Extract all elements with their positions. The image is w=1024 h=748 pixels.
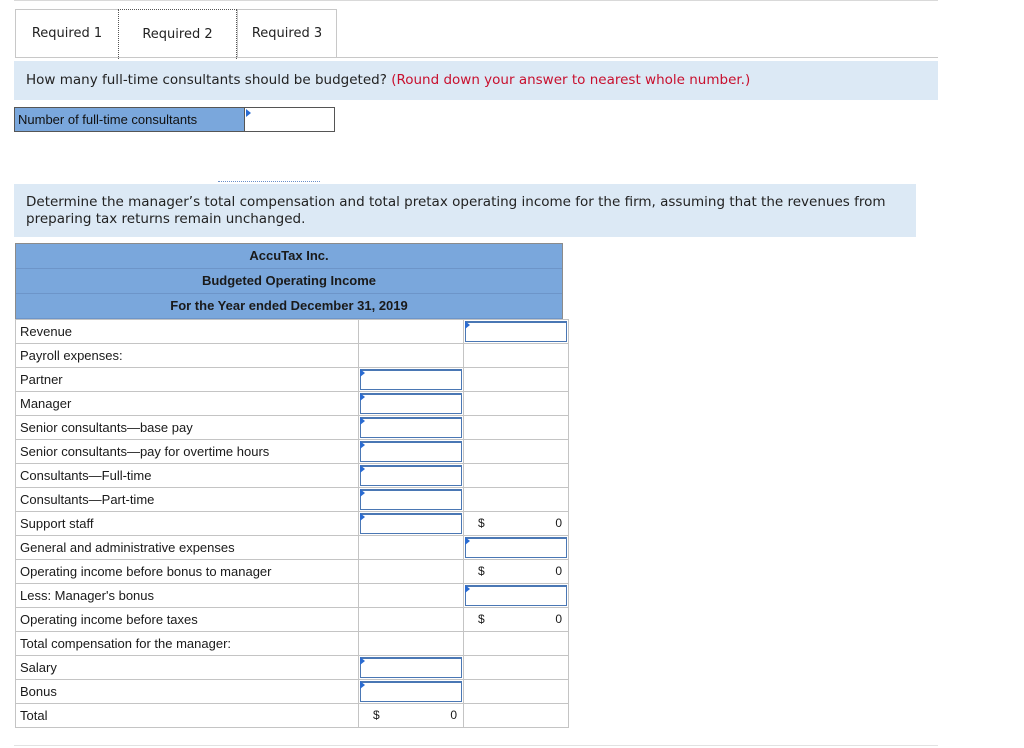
cell bbox=[464, 488, 569, 512]
cell bbox=[359, 632, 464, 656]
row-label: Senior consultants—base pay bbox=[16, 416, 359, 440]
row-label: Manager bbox=[16, 392, 359, 416]
row-label: Total bbox=[16, 704, 359, 728]
row-label: Senior consultants—pay for overtime hours bbox=[16, 440, 359, 464]
question-1-banner bbox=[14, 61, 938, 100]
tab-required-1[interactable]: Required 1 bbox=[15, 9, 118, 58]
table-row bbox=[16, 704, 569, 728]
table-row bbox=[16, 320, 569, 344]
input-flag-icon bbox=[246, 109, 251, 117]
table-row bbox=[16, 512, 569, 536]
table-row bbox=[16, 392, 569, 416]
tab-required-2[interactable]: Required 2 bbox=[118, 9, 237, 59]
question-2-text: Determine the manager’s total compensation and total pretax operating income for the firm, assuming that the revenues from preparing tax returns remain unchanged. bbox=[26, 194, 886, 227]
row-label: Bonus bbox=[16, 680, 359, 704]
row-label: Salary bbox=[16, 656, 359, 680]
manager-input[interactable] bbox=[359, 392, 464, 416]
currency-symbol: $ bbox=[373, 708, 380, 722]
question-2-banner bbox=[14, 184, 916, 237]
input-flag-icon bbox=[360, 369, 365, 377]
table-row bbox=[16, 440, 569, 464]
cell bbox=[464, 368, 569, 392]
cell bbox=[359, 584, 464, 608]
consultants-field-label: Number of full-time consultants bbox=[14, 107, 245, 132]
cell bbox=[359, 344, 464, 368]
computed-value: 0 bbox=[555, 516, 562, 530]
cell bbox=[359, 536, 464, 560]
input-flag-icon bbox=[360, 417, 365, 425]
top-divider bbox=[14, 0, 938, 1]
table-row bbox=[16, 488, 569, 512]
revenue-input[interactable] bbox=[464, 320, 569, 344]
senior-overtime-input[interactable] bbox=[359, 440, 464, 464]
computed-value: 0 bbox=[450, 708, 457, 722]
statement-grid bbox=[15, 319, 569, 728]
statement-header bbox=[15, 243, 563, 319]
bonus-input[interactable] bbox=[359, 680, 464, 704]
computed-value: 0 bbox=[555, 564, 562, 578]
input-flag-icon bbox=[465, 585, 470, 593]
table-row bbox=[16, 680, 569, 704]
input-flag-icon bbox=[360, 465, 365, 473]
tabs-underline bbox=[15, 57, 938, 58]
row-label: Payroll expenses: bbox=[16, 344, 359, 368]
statement-period: For the Year ended December 31, 2019 bbox=[16, 294, 562, 319]
row-label: Revenue bbox=[16, 320, 359, 344]
row-label: Support staff bbox=[16, 512, 359, 536]
input-flag-icon bbox=[360, 441, 365, 449]
senior-base-pay-input[interactable] bbox=[359, 416, 464, 440]
cell bbox=[464, 440, 569, 464]
table-row bbox=[16, 464, 569, 488]
total-compensation bbox=[359, 704, 464, 728]
input-flag-icon bbox=[360, 489, 365, 497]
cell bbox=[464, 416, 569, 440]
general-admin-input[interactable] bbox=[464, 536, 569, 560]
cell bbox=[464, 464, 569, 488]
currency-symbol: $ bbox=[478, 612, 485, 626]
manager-bonus-input[interactable] bbox=[464, 584, 569, 608]
partner-input[interactable] bbox=[359, 368, 464, 392]
input-flag-icon bbox=[360, 393, 365, 401]
table-row bbox=[16, 656, 569, 680]
input-flag-icon bbox=[360, 513, 365, 521]
row-label: Operating income before bonus to manager bbox=[16, 560, 359, 584]
row-label: Operating income before taxes bbox=[16, 608, 359, 632]
currency-symbol: $ bbox=[478, 564, 485, 578]
question-1-text: How many full-time consultants should be budgeted? bbox=[26, 72, 387, 88]
support-staff-total bbox=[464, 512, 569, 536]
row-label: Consultants—Full-time bbox=[16, 464, 359, 488]
cell bbox=[359, 608, 464, 632]
consultants-full-time-input[interactable] bbox=[359, 464, 464, 488]
consultants-part-time-input[interactable] bbox=[359, 488, 464, 512]
support-staff-input[interactable] bbox=[359, 512, 464, 536]
cell bbox=[359, 320, 464, 344]
table-row bbox=[16, 632, 569, 656]
table-row bbox=[16, 608, 569, 632]
table-row bbox=[16, 416, 569, 440]
row-label: General and administrative expenses bbox=[16, 536, 359, 560]
row-label: Consultants—Part-time bbox=[16, 488, 359, 512]
question-1-note: (Round down your answer to nearest whole number.) bbox=[391, 72, 751, 88]
table-row bbox=[16, 584, 569, 608]
requirement-tabs bbox=[15, 9, 337, 58]
budgeted-operating-income-statement bbox=[15, 243, 563, 728]
statement-title: Budgeted Operating Income bbox=[16, 269, 562, 294]
table-row bbox=[16, 344, 569, 368]
row-label: Partner bbox=[16, 368, 359, 392]
input-flag-icon bbox=[360, 681, 365, 689]
bottom-divider bbox=[14, 745, 938, 746]
cell bbox=[464, 680, 569, 704]
section-separator bbox=[218, 181, 320, 182]
cell bbox=[359, 560, 464, 584]
cell bbox=[464, 632, 569, 656]
table-row bbox=[16, 560, 569, 584]
input-flag-icon bbox=[465, 537, 470, 545]
cell bbox=[464, 704, 569, 728]
row-label: Less: Manager's bonus bbox=[16, 584, 359, 608]
tab-required-3[interactable]: Required 3 bbox=[237, 9, 337, 58]
cell bbox=[464, 656, 569, 680]
currency-symbol: $ bbox=[478, 516, 485, 530]
salary-input[interactable] bbox=[359, 656, 464, 680]
table-row bbox=[16, 536, 569, 560]
row-label: Total compensation for the manager: bbox=[16, 632, 359, 656]
operating-income-before-bonus bbox=[464, 560, 569, 584]
cell bbox=[464, 344, 569, 368]
computed-value: 0 bbox=[555, 612, 562, 626]
table-row bbox=[16, 368, 569, 392]
cell bbox=[464, 392, 569, 416]
input-flag-icon bbox=[465, 321, 470, 329]
statement-company: AccuTax Inc. bbox=[16, 244, 562, 269]
consultants-input[interactable] bbox=[245, 107, 335, 132]
operating-income-before-taxes bbox=[464, 608, 569, 632]
input-flag-icon bbox=[360, 657, 365, 665]
